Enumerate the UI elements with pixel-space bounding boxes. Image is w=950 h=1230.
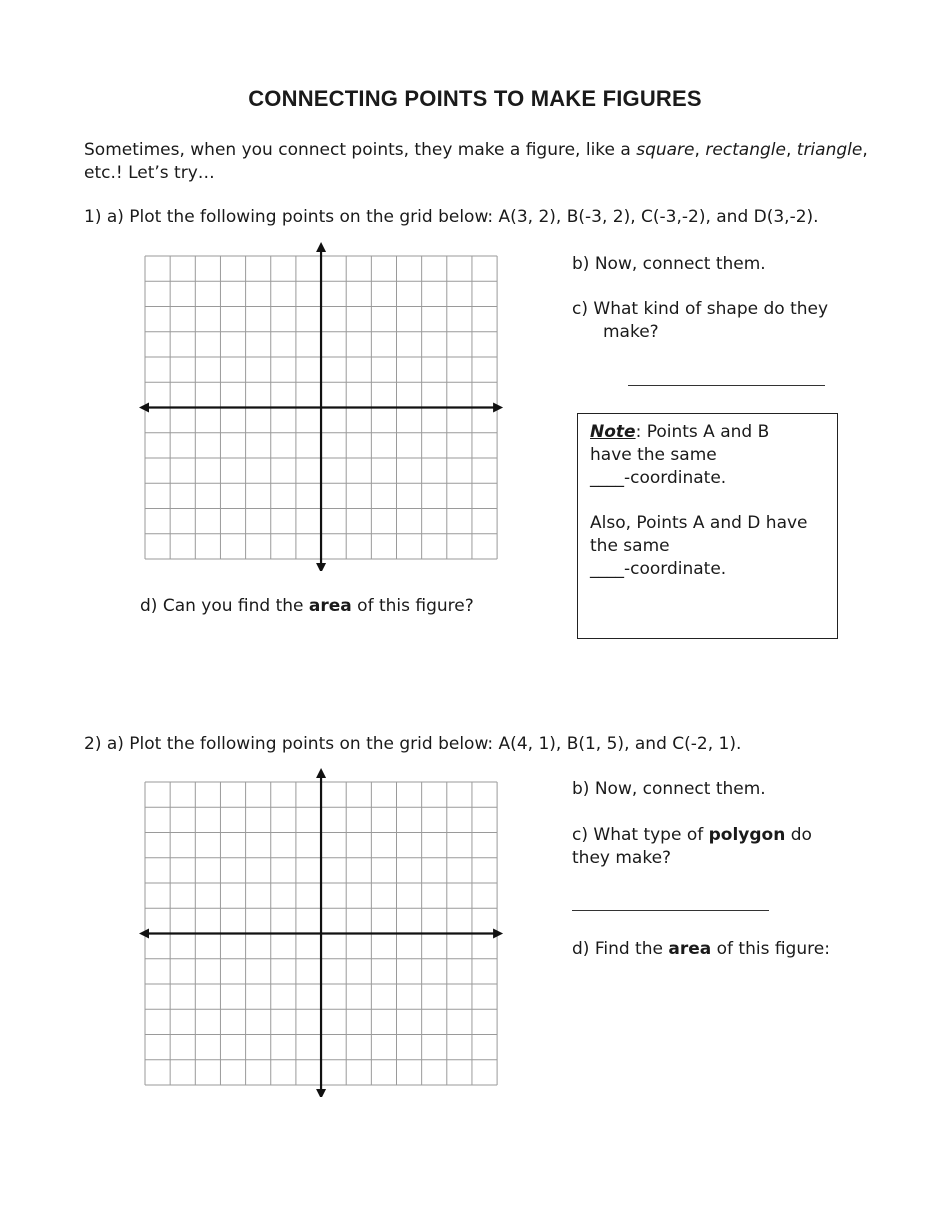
y-axis-bottom-arrow: [316, 563, 326, 571]
problem1-axes: [139, 242, 503, 571]
problem2-part-b: b) Now, connect them.: [572, 779, 766, 799]
problem2-part-c: c) What type of polygon do: [572, 825, 812, 845]
problem2-instruction: 2) a) Plot the following points on the grid below: A(4, 1), B(1, 5), and C(-2, 1).: [84, 734, 742, 754]
problem2-part-d: d) Find the area of this figure:: [572, 939, 830, 959]
x-axis-left-arrow: [139, 929, 149, 939]
problem2-grid[interactable]: [135, 767, 507, 1097]
problem1-part-b: b) Now, connect them.: [572, 254, 766, 274]
y-axis-top-arrow: [316, 242, 326, 252]
x-axis-right-arrow: [493, 403, 503, 413]
problem1-part-c-cont: make?: [603, 322, 659, 342]
problem2-part-c-cont: they make?: [572, 848, 672, 868]
x-axis-right-arrow: [493, 929, 503, 939]
note-box: Note: Points A and B have the same ____-coordinate. Also, Points A and D have the same ____-coordinate.: [577, 413, 838, 639]
note-label: Note: [590, 422, 636, 442]
y-axis-bottom-arrow: [316, 1089, 326, 1097]
problem1-part-d: d) Can you find the area of this figure?: [140, 596, 474, 616]
problem1-grid[interactable]: [135, 241, 507, 571]
y-axis-top-arrow: [316, 768, 326, 778]
problem2-axes: [139, 768, 503, 1097]
problem2-answer-blank[interactable]: [572, 910, 769, 911]
problem1-part-c: c) What kind of shape do they: [572, 299, 829, 319]
x-axis-left-arrow: [139, 403, 149, 413]
problem1-answer-blank[interactable]: [628, 385, 825, 386]
page-title: CONNECTING POINTS TO MAKE FIGURES: [248, 86, 702, 111]
intro-text: Sometimes, when you connect points, they make a figure, like a square, rectangle, triangle, etc.! Let’s try…: [84, 140, 868, 183]
problem1-instruction: 1) a) Plot the following points on the grid below: A(3, 2), B(-3, 2), C(-3,-2), and D(3,-2).: [84, 207, 819, 227]
